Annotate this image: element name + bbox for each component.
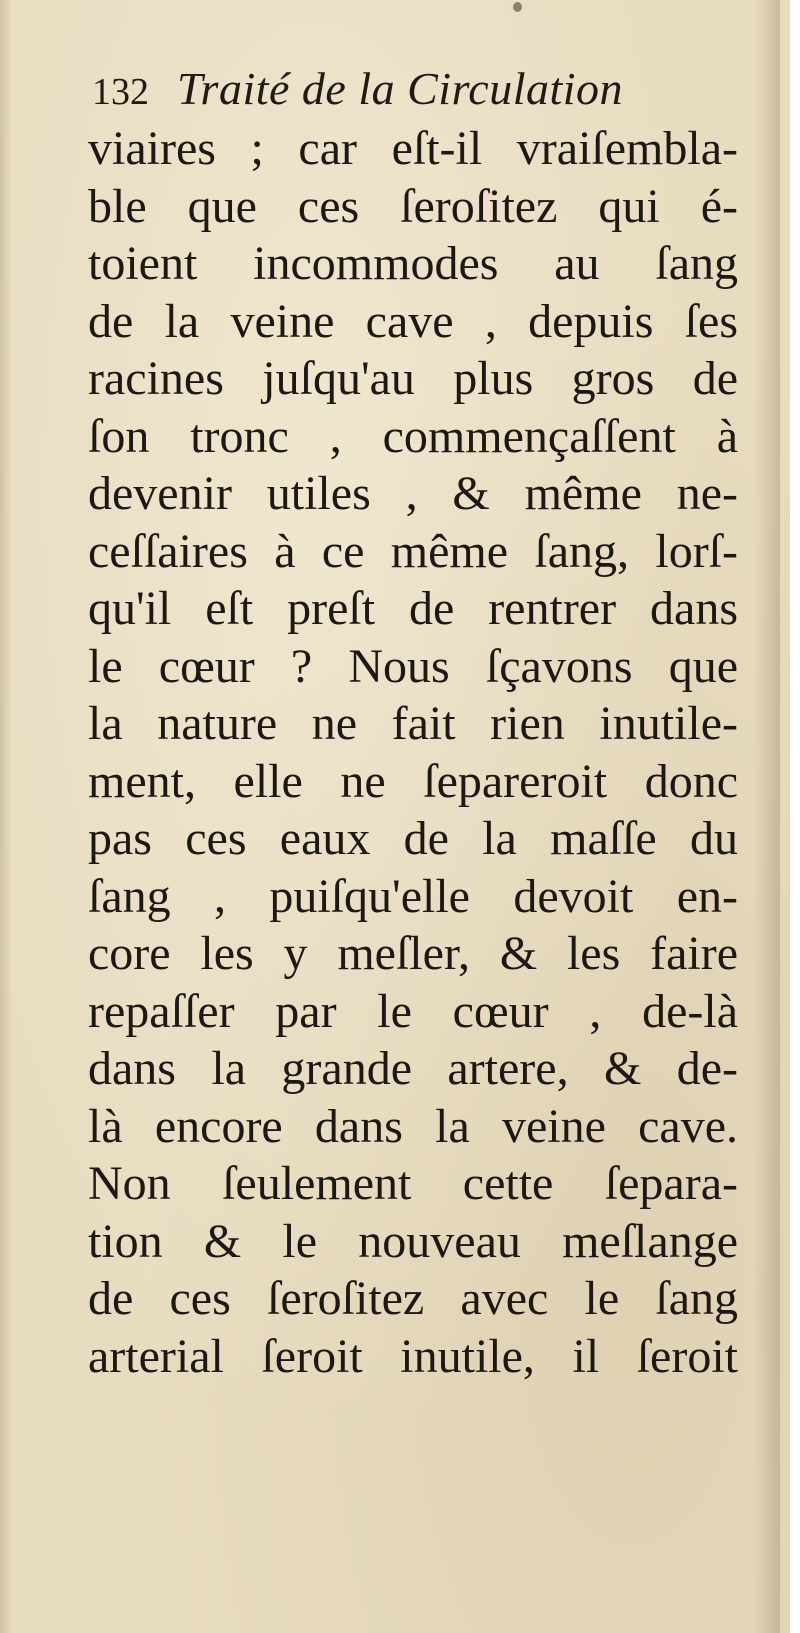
text-line: le cœur ? Nous ſçavons que: [88, 639, 738, 693]
text-line: de la veine cave , depuis ſes: [88, 294, 738, 348]
text-line: repaſſer par le cœur , de-là: [88, 984, 738, 1038]
text-line: ceſſaires à ce même ſang, lorſ-: [88, 524, 738, 578]
page-number: 132: [92, 71, 149, 113]
ink-spot: [513, 2, 522, 12]
gutter-shadow: [0, 0, 12, 1633]
text-line: devenir utiles , & même ne-: [88, 467, 738, 520]
text-line: la nature ne fait rien inutile-: [88, 697, 738, 750]
body-text: [88, 120, 738, 1385]
text-line: Non ſeulement cette ſepara-: [88, 1157, 738, 1210]
text-line: ble que ces ſeroſitez qui é-: [88, 179, 738, 233]
text-line: toient incommodes au ſang: [88, 237, 738, 290]
text-line: tion & le nouveau meſlange: [88, 1214, 738, 1268]
text-line: ſang , puiſqu'elle devoit en-: [88, 869, 738, 923]
text-line: racines juſqu'au plus gros de: [88, 352, 738, 405]
text-line: de ces ſeroſitez avec le ſang: [88, 1272, 738, 1325]
text-line: pas ces eaux de la maſſe du: [88, 812, 738, 865]
page-header: [92, 62, 722, 122]
page-edge-shadow: [754, 0, 780, 1633]
text-line: dans la grande artere, & de-: [88, 1042, 738, 1095]
text-line: qu'il eſt preſt de rentrer dans: [88, 582, 738, 635]
text-line: core les y meſler, & les faire: [88, 927, 738, 980]
text-line: arterial ſeroit inutile, il ſeroit: [88, 1329, 738, 1383]
text-line: viaires ; car eſt-il vraiſembla-: [88, 122, 738, 175]
running-title: Traité de la Circulation: [177, 63, 624, 114]
text-line: ſon tronc , commençaſſent à: [88, 409, 738, 463]
text-line: là encore dans la veine cave.: [88, 1099, 738, 1153]
text-line: ment, elle ne ſepareroit donc: [88, 754, 738, 808]
